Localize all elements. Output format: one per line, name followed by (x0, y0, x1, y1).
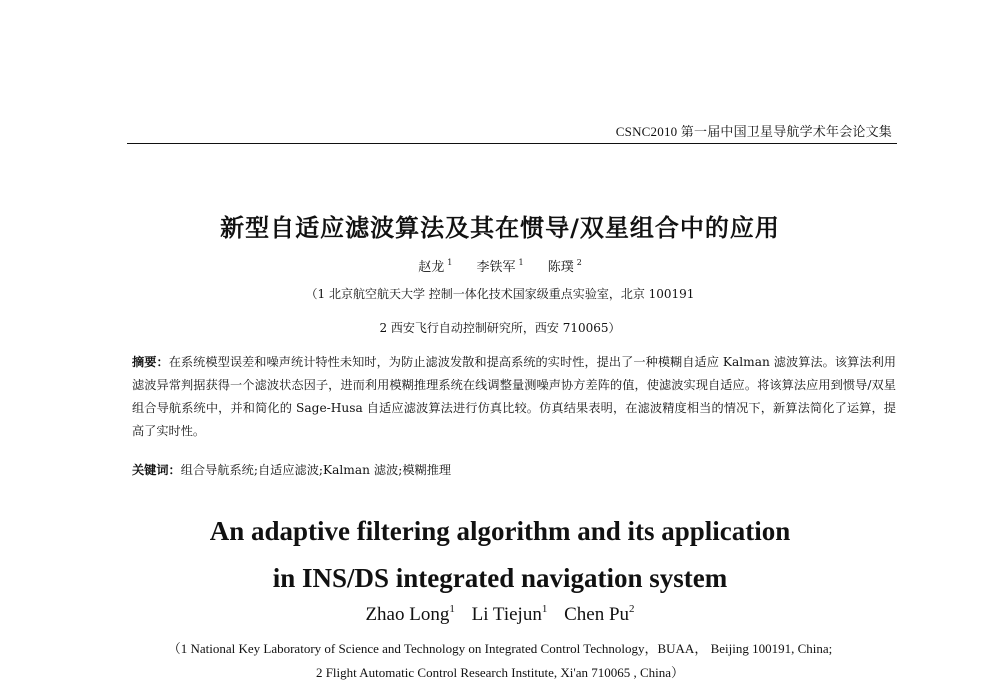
english-author: Zhao Long$^1$ (365, 603, 455, 625)
chinese-abstract (132, 351, 896, 443)
english-title-line-1: An adaptive filtering algorithm and its application (209, 516, 791, 546)
abstract-label: 摘要： (132, 355, 169, 369)
chinese-author: 赵龙 $^1$ (418, 258, 453, 275)
chinese-title: 新型自适应滤波算法及其在惯导/双星组合中的应用 (220, 214, 780, 242)
chinese-affiliation-2: 2 西安飞行自动控制研究所，西安 710065） (379, 321, 621, 335)
chinese-affiliation-1: （1 北京航空航天大学 控制一体化技术国家级重点实验室，北京 100191 (305, 287, 695, 301)
keywords-label: 关键词： (132, 463, 181, 477)
chinese-author: 陈璞 $^2$ (547, 258, 582, 275)
keywords-body: 组合导航系统;自适应滤波;Kalman 滤波;模糊推理 (180, 463, 452, 477)
abstract-body: 在系统模型误差和噪声统计特性未知时，为防止滤波发散和提高系统的实时性，提出了一种模糊自适应 Kalman 滤波算法。该算法利用滤波异常判据获得一个滤波状态因子，进而利用模糊推理系统在线调整量测噪声协方差阵的值，使滤波实现自适应。将该算法应用到惯导/双星组合导航系统中，并和简化的 Sage-Husa 自适应滤波算法进行仿真比较。仿真结果表明，在滤波精度相当的情况下，新算法简化了运算，提高了实时性。 (132, 355, 896, 438)
english-title-line-2: in INS/DS integrated navigation system (272, 563, 728, 593)
header-divider (127, 143, 897, 144)
chinese-keywords (132, 461, 896, 478)
english-affiliation-1: （1 National Key Laboratory of Science and Technology on Integrated Control Technology，BUAA， Beijing 100191, China; (167, 641, 833, 656)
english-author: Chen Pu$^2$ (564, 603, 635, 625)
running-header: CSNC2010 第一届中国卫星导航学术年会论文集 (615, 124, 892, 139)
chinese-author: 李铁军 $^1$ (476, 258, 524, 275)
chinese-author-list (0, 256, 1000, 275)
english-author: Li Tiejun$^1$ (471, 603, 548, 625)
english-affiliation-2: 2 Flight Automatic Control Research Institute, Xi'an 710065 , China） (315, 665, 685, 680)
english-author-list (0, 603, 1000, 626)
